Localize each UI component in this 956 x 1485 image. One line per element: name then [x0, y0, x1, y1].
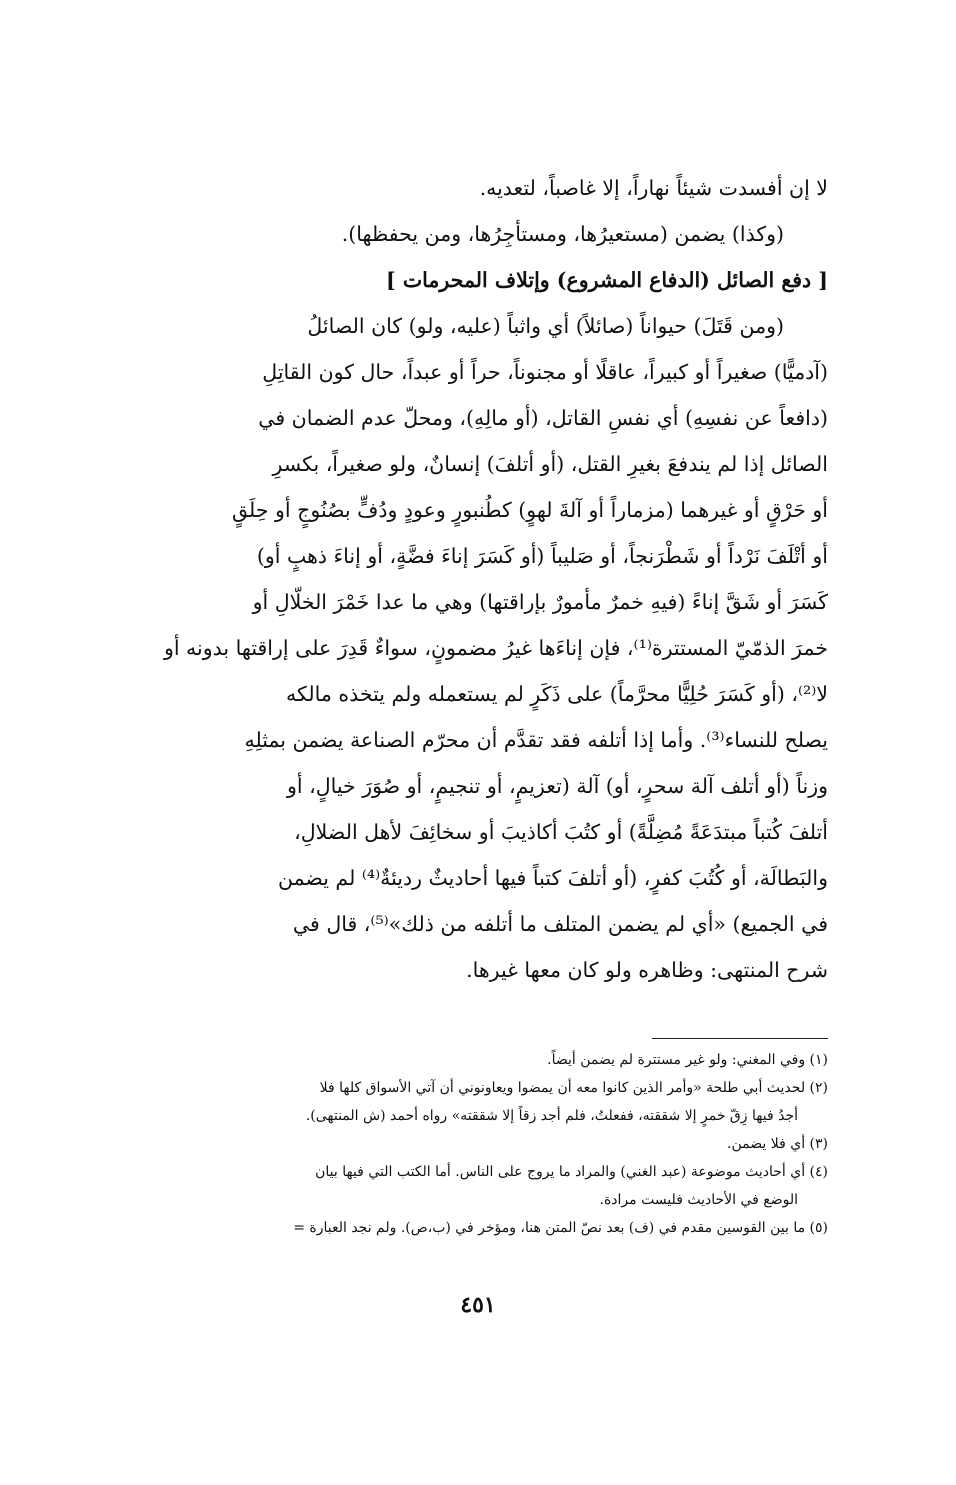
text-line-5: (آدميًّا) صغيراً أو كبيراً، عاقلًا أو مجنوناً، حراً أو عبداً، حال كون القاتِلِ [262, 360, 828, 384]
footnote-4: (٤) أي أحاديث موضوعة (عبد الغني) والمراد ما يروج على الناس. أما الكتب التي فيها بيان [315, 1164, 828, 1180]
footnote-2: (٢) لحديث أبي طلحة «وأمر الذين كانوا معه أن يمضوا ويعاونوني أن آتي الأسواق كلها فلا [319, 1080, 828, 1096]
text-line-14: وزناً (أو أتلف آلة سحرٍ، أو) آلة (تعزيمٍ، أو تنجيمٍ، أو صُوَرَ خيالٍ، أو [287, 774, 828, 798]
footnote-2-continued: أجدُ فيها زِقّ خمرٍ إلا شققته، ففعلتُ، فلم أجد زقاً إلا شققته» رواه أحمد (ش المنتهى). [305, 1108, 798, 1124]
text-line-7: الصائل إذا لم يندفعَ بغيرِ القتل، (أو أتلفَ) إنسانٌ، ولو صغيراً، بكسرِ [272, 452, 828, 476]
footnote-4-continued: الوضع في الأحاديث فليست مرادة. [599, 1192, 798, 1208]
text-line-17: في الجميع) «أي لم يضمن المتلف ما أتلفه من ذلك»⁽⁵⁾، قال في [292, 912, 828, 936]
footnote-3: (٣) أي فلا يضمن. [727, 1136, 828, 1152]
footnote-divider [652, 1038, 828, 1039]
text-line-13: يصلح للنساء⁽³⁾. وأما إذا أتلفه فقد تقدَّم أن محرّم الصناعة يضمن بمثلِهِ [244, 728, 828, 752]
text-line-11: خمرَ الذمّيّ المستترة⁽¹⁾، فإن إناءَها غيرُ مضمونٍ، سواءٌ قَدِرَ على إراقتها بدونه أو [163, 636, 828, 660]
text-line-8: أو حَرْقٍ أو غيرهما (مزماراً أو آلةَ لهوٍ) كطُنبورٍ وعودٍ ودُفٍّ بصُنُوجٍ أو حِلَقٍ [231, 498, 828, 522]
text-line-18: شرح المنتهى: وظاهره ولو كان معها غيرها. [466, 958, 828, 982]
text-line-4: (ومن قَتَلَ) حيواناً (صائلاً) أي واثباً (عليه، ولو) كان الصائلُ [307, 314, 784, 338]
text-line-9: أو أتْلَفَ نَرْداً أو شَطْرَنجاً، أو صَليباً (أو كَسَرَ إناءَ فضَّةٍ، أو إناءَ ذهبٍ أو) [256, 544, 828, 568]
text-line-2: (وكذا) يضمن (مستعيرُها، ومستأجِرُها، ومن يحفظها). [341, 222, 784, 246]
text-line-10: كَسَرَ أو شَقَّ إناءً (فيهِ خمرٌ مأمورٌ بإراقتها) وهي ما عدا خَمْرَ الخلّالِ أو [252, 590, 828, 614]
text-line-16: والبَطالَة، أو كُتُبَ كفرٍ، (أو أتلفَ كتباً فيها أحاديثٌ رديئةٌ⁽⁴⁾ لم يضمن [277, 866, 828, 890]
text-line-6: (دافعاً عن نفسِهِ) أي نفسِ القاتل، (أو مالِهِ)، ومحلّ عدم الضمان في [258, 406, 828, 430]
text-line-12: لا⁽²⁾، (أو كَسَرَ حُلِيًّا محرَّماً) على ذَكَرٍ لم يستعمله ولم يتخذه مالكه [286, 682, 828, 706]
text-line-1: لا إن أفسدت شيئاً نهاراً، إلا غاصباً، لتعديه. [479, 176, 828, 200]
text-line-15: أتلفَ كُتباً مبتدَعَةً مُضِلَّةً) أو كتُبَ أكاذيبَ أو سخائِفَ لأهل الضلالِ، [294, 820, 828, 844]
page-number: ٤٥١ [460, 1292, 496, 1318]
footnote-1: (١) وفي المغني: ولو غير مستترة لم يضمن أيضاً. [547, 1052, 828, 1068]
footnotes [160, 1046, 828, 1242]
main-text [160, 165, 828, 993]
footnote-5: (٥) ما بين القوسين مقدم في (ف) بعد نصّ المتن هنا، ومؤخر في (ب،ص). ولم نجد العبارة = [293, 1220, 828, 1236]
section-heading: [ دفع الصائل (الدفاع المشروع) وإتلاف المحرمات ] [386, 268, 828, 292]
